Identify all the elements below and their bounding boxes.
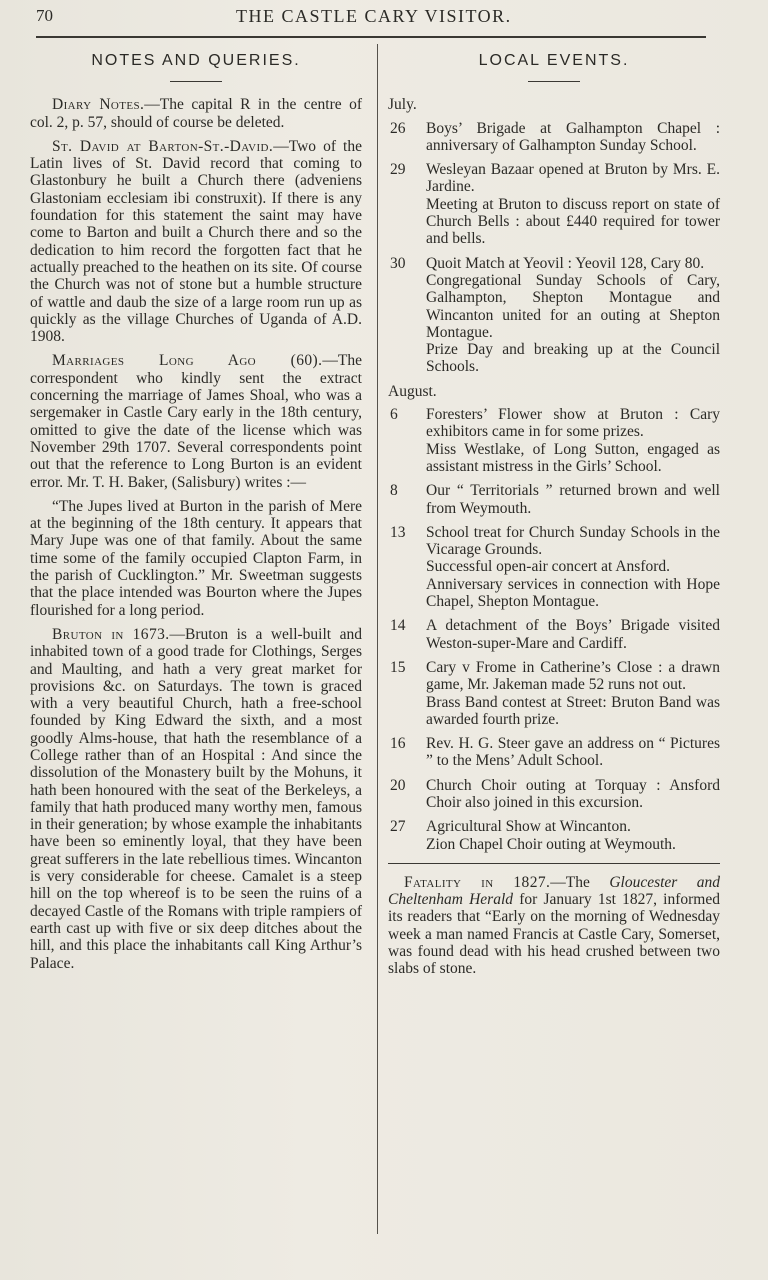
event-entry xyxy=(388,659,720,728)
column-divider xyxy=(377,44,378,1234)
event-entry xyxy=(388,120,720,155)
note-st-david-text: —Two of the Latin lives of St. David record that coming to Glastonbury he built a Church there (adveniens Glastoniam ecclesiam ibi construxit). If there is any foundation for this statement the saint may have come to Barton and built a Church there and so the dedication to him record the forgotten fact that he actually preached to the heathen on its site. Of course the Church was not of stone but a humble structure of wattle and daub the size of a large room run up as quickly as the village Churches of Uganda of A.D. 1908. xyxy=(30,137,362,346)
month-august: August. xyxy=(388,382,437,400)
note-fatality xyxy=(388,874,720,978)
event-day: 8 xyxy=(390,482,398,500)
page-number: 70 xyxy=(36,6,53,25)
event-entry xyxy=(388,406,720,475)
event-line: Congregational Sunday Schools of Cary, Galhampton, Shepton Montague and Wincanton united for an outing at Shepton Montague. xyxy=(426,271,720,341)
event-day: 6 xyxy=(390,406,398,424)
note-fatality-text: for January 1st 1827, informed its readers that “Early on the morning of Wednesday week a man named Francis at Castle Cary, Somerset, was found dead with his head crushed between two slabs of stone. xyxy=(388,891,720,978)
month-july: July. xyxy=(388,96,417,114)
note-fatality-pre: —The xyxy=(550,873,610,891)
event-line: School treat for Church Sunday Schools in the Vicarage Grounds. xyxy=(426,523,720,559)
july-events xyxy=(388,120,720,376)
event-body xyxy=(426,161,720,247)
event-entry xyxy=(388,482,720,517)
event-body xyxy=(426,659,720,728)
events-column xyxy=(388,50,720,978)
event-body xyxy=(426,818,720,853)
note-st-david-lead: St. David at Barton-St.-David. xyxy=(52,137,274,155)
events-title-rule xyxy=(528,81,580,82)
event-entry xyxy=(388,161,720,247)
event-body xyxy=(426,735,720,770)
event-line: Rev. H. G. Steer gave an address on “ Pictures ” to the Mens’ Adult School. xyxy=(426,735,720,770)
event-day: 27 xyxy=(390,818,406,836)
event-day: 20 xyxy=(390,776,406,794)
note-fatality-lead: Fatality in 1827. xyxy=(404,873,551,891)
note-diary-lead: Diary Notes. xyxy=(52,96,145,114)
note-diary-text: —The capital R in the centre of col. 2, p. 57, should of course be deleted. xyxy=(30,96,362,131)
event-line: Cary v Frome in Catherine’s Close : a drawn game, Mr. Jakeman made 52 runs not out. xyxy=(426,658,720,694)
event-line: Anniversary services in connection with Hope Chapel, Shepton Montague. xyxy=(426,575,720,611)
notes-title: NOTES AND QUERIES. xyxy=(91,52,301,69)
event-body xyxy=(426,524,720,610)
event-line: Meeting at Bruton to discuss report on state of Church Bells : about £440 required for tower and bells. xyxy=(426,195,720,248)
note-marriages-text: —The correspondent who kindly sent the extract concerning the marriage of James Shoal, who was a sergemaker in Castle Cary early in the 18th century, omitted to give the date of the license which was November 29th 1707. Several correspondents point out that the reference to Long Burton is an evident error. Mr. T. H. Baker, (Salisbury) writes :— xyxy=(30,352,362,491)
event-line: Prize Day and breaking up at the Council Schools. xyxy=(426,341,720,376)
event-body xyxy=(426,617,720,652)
event-line: Agricultural Show at Wincanton. xyxy=(426,818,631,836)
notes-column xyxy=(30,50,362,979)
event-line: Church Choir outing at Torquay : Ansford Choir also joined in this excursion. xyxy=(426,776,720,811)
event-entry xyxy=(388,617,720,652)
event-day: 13 xyxy=(390,523,406,541)
note-marriages-lead: Marriages Long Ago (60). xyxy=(52,352,323,370)
event-line: Boys’ Brigade at Galhampton Chapel : anniversary of Galhampton Sunday School. xyxy=(426,119,720,154)
event-day: 29 xyxy=(390,161,406,179)
note-bruton xyxy=(30,626,362,972)
event-day: 15 xyxy=(390,658,406,676)
event-line: Zion Chapel Choir outing at Weymouth. xyxy=(426,835,676,853)
event-day: 30 xyxy=(390,254,406,272)
event-body xyxy=(426,406,720,475)
event-line: Successful open-air concert at Ansford. xyxy=(426,558,671,576)
event-line: Wesleyan Bazaar opened at Bruton by Mrs. E. Jardine. xyxy=(426,161,720,196)
event-body xyxy=(426,255,720,376)
event-body xyxy=(426,482,720,517)
event-entry xyxy=(388,818,720,853)
event-entry xyxy=(388,524,720,610)
fatality-rule xyxy=(388,863,720,864)
notes-title-rule xyxy=(170,81,222,82)
journal-title: THE CASTLE CARY VISITOR. xyxy=(236,6,512,26)
note-bruton-lead: Bruton in 1673. xyxy=(52,625,170,643)
event-line: A detachment of the Boys’ Brigade visited Weston-super-Mare and Cardiff. xyxy=(426,617,720,652)
august-events xyxy=(388,406,720,853)
event-body xyxy=(426,777,720,812)
event-day: 14 xyxy=(390,617,406,635)
event-line: Our “ Territorials ” returned brown and well from Weymouth. xyxy=(426,482,720,517)
event-day: 26 xyxy=(390,119,406,137)
note-st-david xyxy=(30,138,362,346)
event-line: Quoit Match at Yeovil : Yeovil 128, Cary 80. xyxy=(426,254,705,272)
note-marriages xyxy=(30,352,362,490)
event-line: Brass Band contest at Street: Bruton Band was awarded fourth prize. xyxy=(426,693,720,728)
event-entry xyxy=(388,735,720,770)
event-entry xyxy=(388,777,720,812)
event-body xyxy=(426,120,720,155)
event-line: Miss Westlake, of Long Sutton, engaged as assistant mistress in the Girls’ School. xyxy=(426,440,720,475)
header-rule xyxy=(36,36,706,38)
note-bruton-text: —Bruton is a well-built and inhabited town of a good trade for Clothings, Serges and Maulting, and hath a very great market for provisions &c. on Saturdays. The town is graced with a very beautiful Church, hath a free-school founded by King Edward the sixth, and a most goodly Alms-house, that hath the resemblance of a College rather than of an Hospital : And since the dissolution of the Monastery built by the Mohuns, it hath been honoured with the seat of the Berkeleys, a family that hath produced many worthy men, famous in their generation; by whose example the inhabitants have been so eminently loyal, that they have been great sufferers in the late rebellious times. Wincanton is very considerable for cheese. Camalet is a steep hill on the top whereof is to be seen the ruins of a decayed Castle of the Romans with triple rampiers of earth cast up with five or six deep ditches about the hill, and this place the inhabitants call King Arthur’s Palace. xyxy=(30,625,362,972)
event-entry xyxy=(388,255,720,376)
note-fatality-paper: Gloucester and Cheltenham Herald xyxy=(388,873,720,909)
events-title: LOCAL EVENTS. xyxy=(478,52,630,69)
running-head xyxy=(36,4,726,28)
note-jupes-quote: “The Jupes lived at Burton in the parish of Mere at the beginning of the 18th century. It appears that Mary Jupe was one of that family. About the same time some of the family occupied Clapton Farm, in the parish of Cucklington.” Mr. Sweetman suggests that the place intended was Bourton where the Jupes flourished for a long period. xyxy=(30,497,362,619)
note-diary xyxy=(30,96,362,131)
event-line: Foresters’ Flower show at Bruton : Cary exhibitors came in for some prizes. xyxy=(426,406,720,441)
event-day: 16 xyxy=(390,735,406,753)
